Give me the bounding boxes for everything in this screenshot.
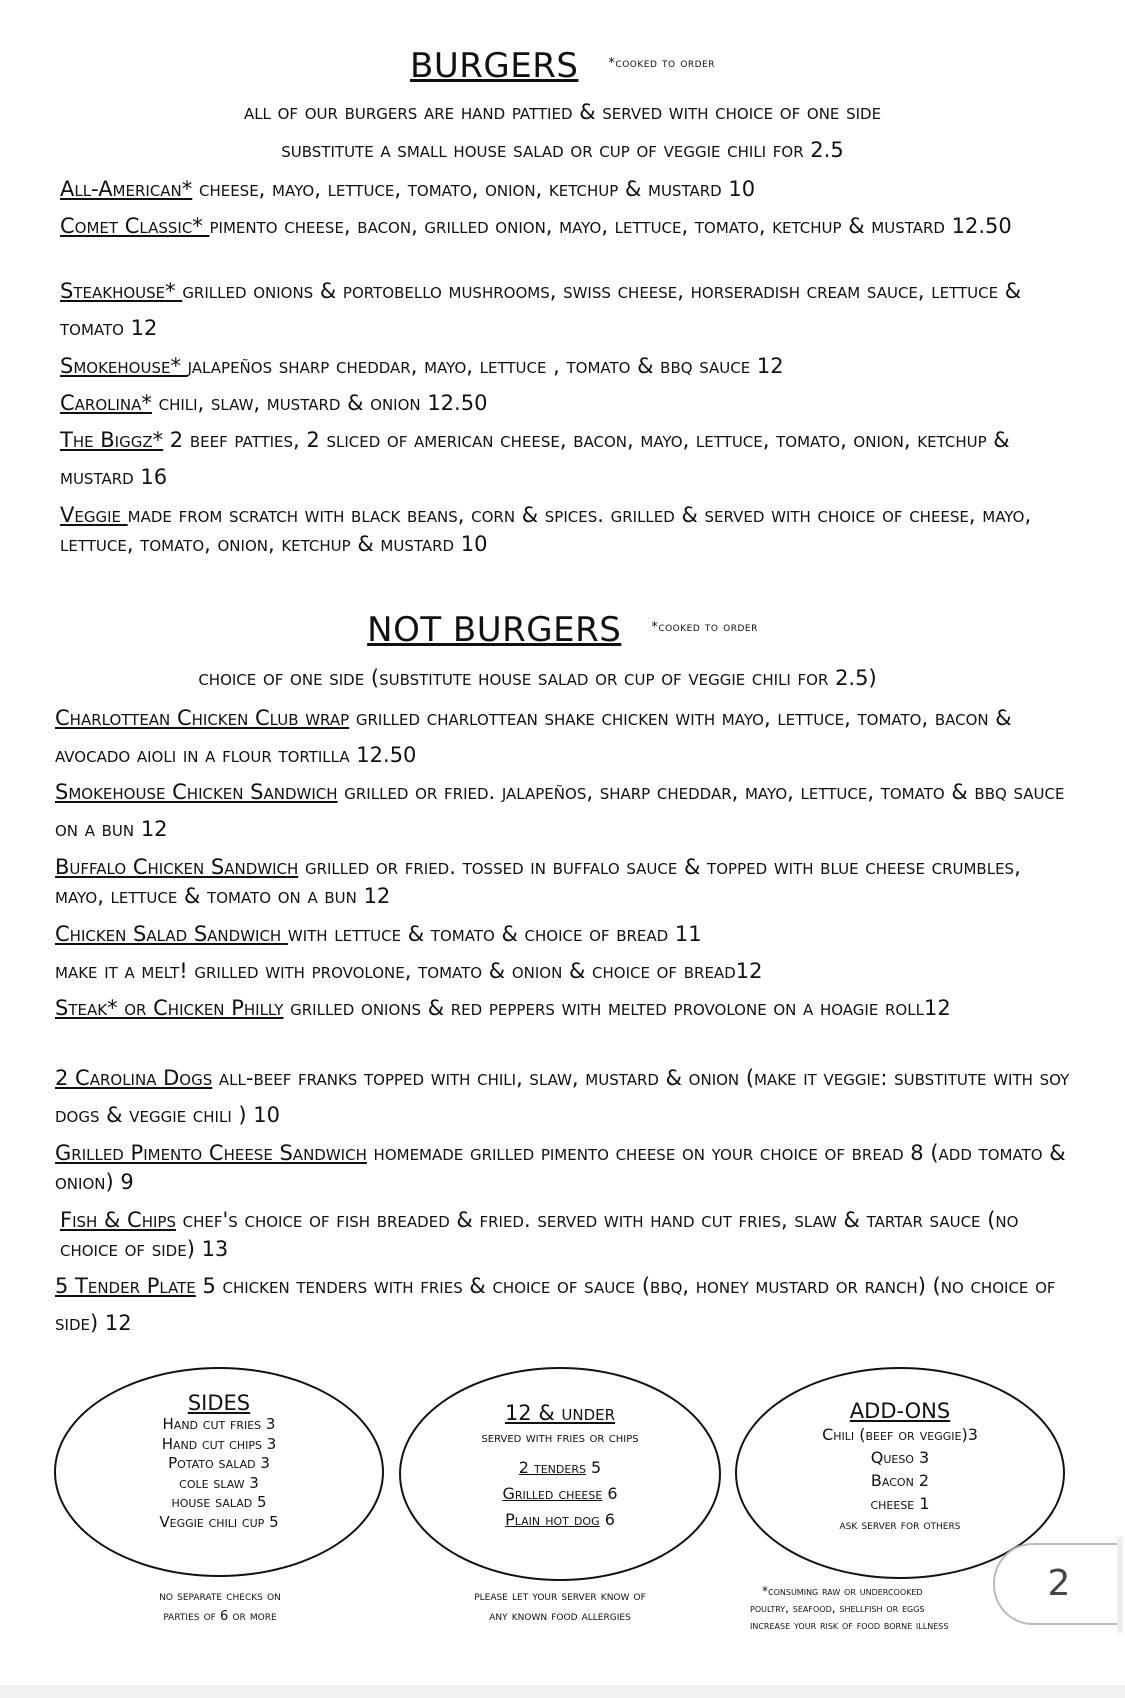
not-burgers-intro: choice of one side (substitute house salad or cup of veggie chili for 2.5) xyxy=(198,666,877,690)
burgers-intro-1: all of our burgers are hand pattied & served with choice of one side xyxy=(243,100,882,124)
menu-item: Steak* or Chicken Philly grilled onions & red peppers with melted provolone on a hoagie roll12 xyxy=(55,996,951,1020)
side-item: Veggie chili cup 5 xyxy=(159,1512,279,1531)
side-item: Hand cut chips 3 xyxy=(161,1434,277,1453)
addon-item: Chili (beef or veggie)3 xyxy=(822,1425,978,1444)
kids-item: Plain hot dog 6 xyxy=(505,1509,615,1529)
side-item: Hand cut fries 3 xyxy=(162,1415,276,1433)
menu-item: Charlottean Chicken Club wrap grilled charlottean shake chicken with mayo, lettuce, tomato, bacon & avocado aioli in a flour tortilla 12.50 xyxy=(55,706,1012,767)
raw-food-warning: *consuming raw or undercooked poultry, seafood, shellfish or eggs increase your risk of food borne illness xyxy=(750,1584,949,1632)
menu-item: 5 Tender Plate 5 chicken tenders with fries & choice of sauce (bbq, honey mustard or ranch) (no choice of side) 12 xyxy=(55,1274,1056,1335)
menu-item: Chicken Salad Sandwich with lettuce & tomato & choice of bread 11 xyxy=(55,922,702,946)
kids-subtitle: served with fries or chips xyxy=(481,1430,639,1446)
checks-note: no separate checks on parties of 6 or more xyxy=(159,1589,281,1624)
burgers-intro-2: substitute a small house salad or cup of veggie chili for 2.5 xyxy=(281,138,844,162)
sides-title: SIDES xyxy=(187,1391,251,1415)
sides-oval xyxy=(54,1367,384,1577)
menu-item: Fish & Chips chef's choice of fish breaded & fried. served with hand cut fries, slaw & tartar sauce (no choice of side) 13 xyxy=(60,1208,1019,1261)
menu-item: Carolina* chili, slaw, mustard & onion 12.50 xyxy=(60,391,488,415)
menu-item: Grilled Pimento Cheese Sandwich homemade grilled pimento cheese on your choice of bread 8 (add tomato & onion) 9 xyxy=(55,1141,1066,1194)
menu-item: make it a melt! grilled with provolone, tomato & onion & choice of bread12 xyxy=(55,959,763,983)
menu-item: Smokehouse* jalapeños sharp cheddar, mayo, lettuce , tomato & bbq sauce 12 xyxy=(60,354,784,378)
addon-item: cheese 1 xyxy=(870,1494,930,1513)
side-item: house salad 5 xyxy=(171,1493,267,1511)
menu-item: Veggie made from scratch with black beans, corn & spices. grilled & served with choice of cheese, mayo, lettuce, tomato, onion, ketchup & mustard 10 xyxy=(60,503,1032,556)
menu-item: The Biggz* 2 beef patties, 2 sliced of american cheese, bacon, mayo, lettuce, tomato, onion, ketchup & mustard 16 xyxy=(60,428,1010,489)
addon-item: Queso 3 xyxy=(870,1448,930,1467)
side-item: cole slaw 3 xyxy=(179,1473,259,1492)
menu-item: 2 Carolina Dogs all-beef franks topped with chili, slaw, mustard & onion (make it veggie: substitute with soy dogs & veggie chili ) 10 xyxy=(55,1066,1070,1127)
kids-item: 2 tenders 5 xyxy=(518,1457,602,1477)
not-burgers-cooked-note: *cooked to order xyxy=(651,620,758,635)
menu-item: Buffalo Chicken Sandwich grilled or fried. tossed in buffalo sauce & topped with blue cheese crumbles, mayo, lettuce & tomato on a bun 12 xyxy=(55,855,1021,908)
addon-item: Bacon 2 xyxy=(870,1471,930,1490)
kids-title: 12 & under xyxy=(504,1401,616,1425)
burgers-title: BURGERS *cooked to order xyxy=(410,46,715,86)
addons-title: ADD-ONS xyxy=(849,1399,951,1423)
page-number-tab[interactable] xyxy=(993,1543,1123,1625)
menu-item: All-American* cheese, mayo, lettuce, tomato, onion, ketchup & mustard 10 xyxy=(60,177,756,201)
menu-item: Comet Classic* pimento cheese, bacon, grilled onion, mayo, lettuce, tomato, ketchup & mustard 12.50 xyxy=(60,214,1012,238)
not-burgers-title: NOT BURGERS *cooked to order xyxy=(367,610,758,650)
menu-item: Smokehouse Chicken Sandwich grilled or fried. jalapeños, sharp cheddar, mayo, lettuce, tomato & bbq sauce on a bun 12 xyxy=(55,780,1065,841)
allergies-note: please let your server know of any known food allergies xyxy=(474,1589,646,1624)
addon-item: ask server for others xyxy=(839,1518,961,1533)
kids-item: Grilled cheese 6 xyxy=(502,1483,618,1503)
menu-item: Steakhouse* grilled onions & portobello mushrooms, swiss cheese, horseradish cream sauce, lettuce & tomato 12 xyxy=(60,279,1022,340)
page-number: 2 xyxy=(1047,1563,1071,1604)
kids-oval xyxy=(399,1367,721,1581)
burgers-cooked-note: *cooked to order xyxy=(608,56,715,71)
side-item: Potato salad 3 xyxy=(168,1454,270,1472)
